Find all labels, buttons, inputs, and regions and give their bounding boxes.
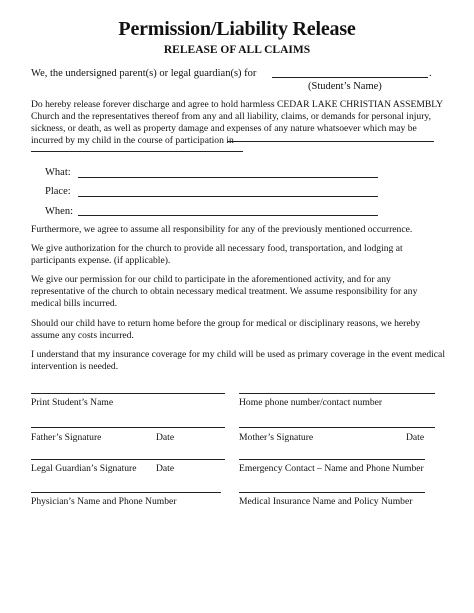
insurance-line-2: intervention is needed. xyxy=(31,361,119,372)
authorization-line-1: We give authorization for the church to provide all necessary food, transportation, and lodging at xyxy=(31,243,403,254)
medical-insurance-label: Medical Insurance Name and Policy Number xyxy=(239,496,413,507)
insurance-line-1: I understand that my insurance coverage for my child will be used as primary coverage in the event medical xyxy=(31,349,445,360)
legal-guardian-signature-label: Legal Guardian’s Signature xyxy=(31,463,137,474)
activity-line-continued[interactable] xyxy=(31,151,243,152)
when-label: When: xyxy=(45,206,73,217)
medical-line-3: medical bills incurred. xyxy=(31,298,118,309)
place-label: Place: xyxy=(45,186,71,197)
authorization-line-2: participants expense. (if applicable). xyxy=(31,255,171,266)
mothers-date-label: Date xyxy=(406,432,425,443)
mothers-signature-line[interactable] xyxy=(239,427,435,428)
intro-lead: We, the undersigned parent(s) or legal guardian(s) for xyxy=(31,68,257,79)
student-name-caption: (Student’s Name) xyxy=(308,81,382,92)
medical-insurance-line[interactable] xyxy=(239,492,425,493)
form-title: Permission/Liability Release xyxy=(118,18,356,40)
home-phone-label: Home phone number/contact number xyxy=(239,397,383,408)
print-student-name-label: Print Student’s Name xyxy=(31,397,114,408)
release-line-2: Church and the representatives thereof from any and all liability, claims, or demands for personal injury, xyxy=(31,111,431,122)
intro-period: . xyxy=(429,68,432,79)
return-line-1: Should our child have to return home before the group for medical or disciplinary reasons, we hereby xyxy=(31,318,421,329)
guardian-signature-line[interactable] xyxy=(31,459,225,460)
authorization-paragraph xyxy=(31,243,441,267)
guardian-date-label: Date xyxy=(156,463,175,474)
form-subtitle: RELEASE OF ALL CLAIMS xyxy=(163,44,311,56)
what-label: What: xyxy=(45,167,71,178)
release-paragraph xyxy=(31,99,444,147)
return-line-2: assume any costs incurred. xyxy=(31,330,134,341)
medical-paragraph xyxy=(31,274,441,310)
physician-label: Physician’s Name and Phone Number xyxy=(31,496,177,507)
fathers-signature-line[interactable] xyxy=(31,427,225,428)
home-phone-line[interactable] xyxy=(239,393,435,394)
student-name-line[interactable] xyxy=(272,77,428,78)
release-line-3: sickness, or death, as well as property damage and expenses of any nature whatsoever which may be xyxy=(31,123,417,134)
what-field-line[interactable] xyxy=(78,177,378,178)
emergency-contact-line[interactable] xyxy=(239,459,425,460)
release-line-4: incurred by my child in the course of participation in xyxy=(31,135,234,146)
fathers-signature-label: Father’s Signature xyxy=(31,432,102,443)
medical-line-1: We give our permission for our child to participate in the aforementioned activity, and for any xyxy=(31,274,391,285)
medical-line-2: representative of the church to obtain necessary medical treatment. We assume responsibility for any xyxy=(31,286,418,297)
when-field-line[interactable] xyxy=(78,215,378,216)
return-paragraph xyxy=(31,318,441,342)
physician-line[interactable] xyxy=(31,492,221,493)
student-name-signature-line[interactable] xyxy=(31,393,225,394)
mothers-signature-label: Mother’s Signature xyxy=(239,432,314,443)
responsibility-paragraph xyxy=(31,224,441,236)
insurance-paragraph xyxy=(31,349,445,373)
responsibility-line-1: Furthermore, we agree to assume all responsibility for any of the previously mentioned occurrence. xyxy=(31,224,413,235)
fathers-date-label: Date xyxy=(156,432,175,443)
emergency-contact-label: Emergency Contact – Name and Phone Number xyxy=(239,463,424,474)
place-field-line[interactable] xyxy=(78,196,378,197)
activity-line[interactable] xyxy=(228,141,434,142)
release-line-1: Do hereby release forever discharge and agree to hold harmless CEDAR LAKE CHRISTIAN ASSEMBLY xyxy=(31,99,444,110)
